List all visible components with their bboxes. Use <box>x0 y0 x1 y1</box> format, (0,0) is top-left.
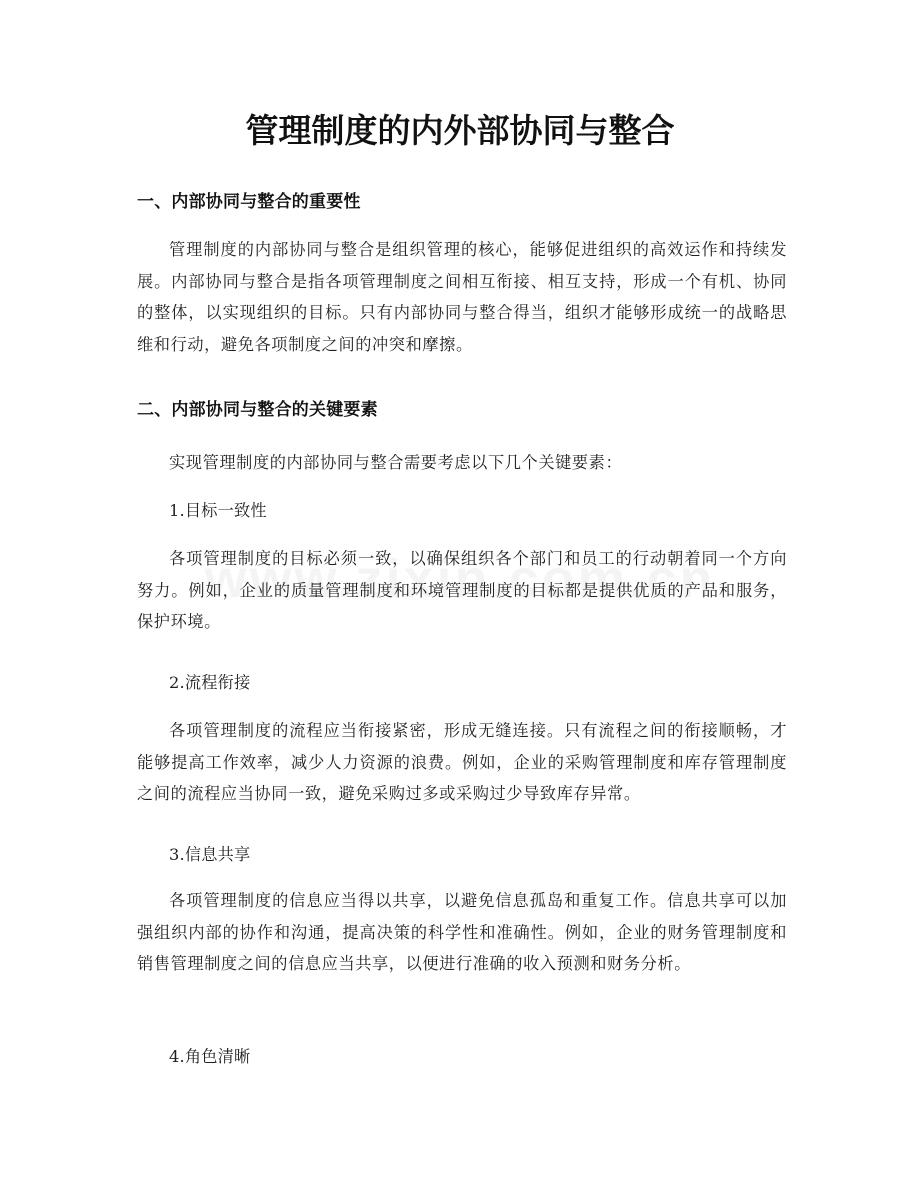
list-item-text-process-link: 各项管理制度的流程应当衔接紧密，形成无缝连接。只有流程之间的衔接顺畅，才能够提高工作效率，减少人力资源的浪费。例如，企业的采购管理制度和库存管理制度之间的流程应当协同一致，避免采购过多或采购过少导致库存异常。 <box>137 721 787 803</box>
list-item-text-goal-consistency: 各项管理制度的目标必须一致，以确保组织各个部门和员工的行动朝着同一个方向努力。例如，企业的质量管理制度和环境管理制度的目标都是提供优质的产品和服务，保护环境。 <box>137 549 787 631</box>
document-title: 管理制度的内外部协同与整合 <box>245 111 675 150</box>
list-item-label-clear-roles: 4.角色清晰 <box>169 1047 251 1066</box>
section-intro: 实现管理制度的内部协同与整合需要考虑以下几个关键要素： <box>169 453 623 472</box>
list-item-label-process-link: 2.流程衔接 <box>169 673 251 692</box>
list-item-text-info-sharing: 各项管理制度的信息应当得以共享，以避免信息孤岛和重复工作。信息共享可以加强组织内部的协作和沟通，提高决策的科学性和准确性。例如，企业的财务管理制度和销售管理制度之间的信息应当共享，以便进行准确的收入预测和财务分析。 <box>137 891 787 973</box>
section-heading-key-elements: 二、内部协同与整合的关键要素 <box>137 400 378 420</box>
section-heading-importance: 一、内部协同与整合的重要性 <box>137 192 361 212</box>
list-item-label-info-sharing: 3.信息共享 <box>169 845 251 864</box>
list-item-label-goal-consistency: 1.目标一致性 <box>169 501 267 520</box>
section-paragraph-importance: 管理制度的内部协同与整合是组织管理的核心，能够促进组织的高效运作和持续发展。内部协同与整合是指各项管理制度之间相互衔接、相互支持，形成一个有机、协同的整体，以实现组织的目标。只有内部协同与整合得当，组织才能够形成统一的战略思维和行动，避免各项制度之间的冲突和摩擦。 <box>137 240 787 354</box>
